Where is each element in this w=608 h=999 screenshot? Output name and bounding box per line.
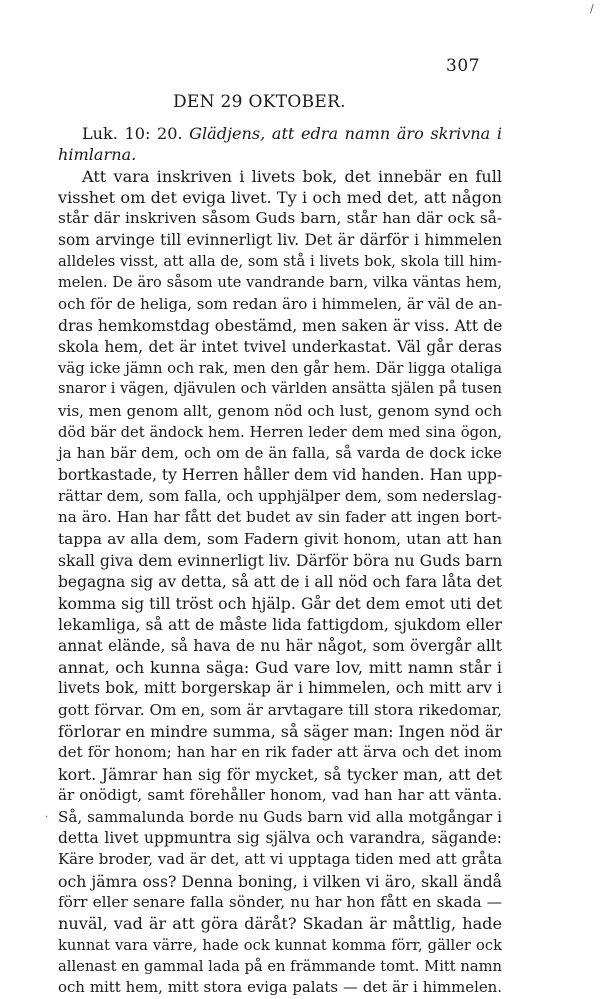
text-line: är onödigt, samt förehåller honom, vad han har att vänta.: [58, 786, 502, 805]
text-line: visshet om det eviga livet. Ty i och med det, att någon: [58, 188, 502, 208]
text-line: och jämra oss? Denna boning, i vilken vi äro, skall ändå: [58, 871, 502, 891]
text-line: na äro. Han har fått det budet av sin fader att ingen bort-: [58, 508, 502, 527]
text-line: tappa av alla dem, som Fadern givit honom, utan att han: [58, 529, 502, 548]
text-line: allenast en gammal lada på en främmande tomt. Mitt namn: [58, 958, 502, 976]
text-line: annat elände, så hava de nu här något, som övergår allt: [58, 636, 502, 655]
text-line: väg icke jämn och rak, men den går hem. Där ligga otaliga: [58, 358, 503, 377]
text-line: annat, och kunna säga: Gud vare lov, mitt namn står i: [58, 657, 502, 677]
text-line: och mitt hem, mitt stora eviga palats — det är i himmelen.: [58, 978, 502, 997]
text-line: Att vara inskriven i livets bok, det innebär en full: [82, 166, 502, 186]
text-line: vis, men genom allt, genom nöd och lust, genom synd och: [58, 401, 502, 420]
text-line: komma sig till tröst och hjälp. Går det dem emot uti det: [58, 593, 502, 613]
text-line: som arvinge till evinnerligt liv. Det är därför i himmelen: [58, 230, 502, 249]
text-line: melen. De äro såsom ute vandrande barn, vilka väntas hem,: [58, 274, 502, 291]
text-line: rättar dem, som falla, och upphjälper dem, som nederslag-: [58, 487, 502, 506]
verse-reference: Luk. 10: 20.: [82, 124, 183, 143]
text-line: skola hem, det är intet tvivel underkastat. Väl går deras: [58, 337, 502, 356]
text-line: förr eller senare falla sönder, nu har hon fått en skada —: [58, 892, 502, 911]
margin-dot: ·: [45, 812, 49, 823]
text-line: står där inskriven såsom Guds barn, står han där ock så-: [58, 209, 502, 228]
text-line: bortkastade, ty Herren håller dem vid handen. Han upp-: [58, 465, 503, 484]
text-line: alldeles visst, att alla de, som stå i livets bok, skola till him-: [58, 253, 502, 271]
text-line: skall giva dem evinnerligt liv. Därför böra nu Guds barn: [58, 551, 503, 571]
page-heading: DEN 29 OKTOBER.: [173, 92, 346, 112]
text-line: gott förvar. Om en, som är arvtagare till stora rikedomar,: [58, 700, 503, 719]
body-text: [58, 123, 502, 999]
text-line: det för honom; han har en rik fader att ärva och det inom: [58, 743, 502, 762]
verse-line: [58, 123, 502, 144]
page-number: 307: [446, 56, 480, 76]
paragraph: [58, 166, 502, 999]
text-line: dras hemkomstdag obestämd, men saken är viss. Att de: [58, 316, 503, 336]
text-line: kunnat vara värre, hade ock kunnat kommа förr, gäller ock: [58, 936, 502, 954]
verse-quote-continued: himlarna.: [58, 145, 137, 165]
verse-quote: Glädjens, att edra namn äro skrivna i: [189, 124, 502, 143]
text-line: detta livet uppmuntra sig själva och varandra, sägande:: [58, 828, 502, 847]
text-line: lekamliga, så att de måste lida fattigdom, sjukdom eller: [58, 615, 502, 635]
text-line: nuväl, vad är att göra däråt? Skadan är måttlig, hade: [58, 914, 502, 934]
text-line: död bär det ändock hem. Herren leder dem med sina ögon,: [58, 424, 502, 442]
text-line: Så, sammalunda borde nu Guds barn vid alla motgångar i: [58, 807, 502, 826]
text-line: och för de heliga, som redan äro i himmelen, är väl de an-: [58, 294, 503, 313]
text-line: kort. Jämrar han sig för mycket, så tycker man, att det: [58, 764, 502, 784]
stray-mark: /: [590, 2, 594, 15]
text-line: snaror i vägen, djävulen och världen ansätta själen på tusen: [58, 381, 502, 398]
text-line: begagna sig av detta, så att de i all nöd och fara låta det: [58, 572, 502, 591]
text-line: livets bok, mitt borgerskap är i himmelen, och mitt arv i: [58, 679, 502, 698]
text-line: Käre broder, vad är det, att vi upptaga tiden med att gråta: [58, 850, 502, 869]
text-line: ja han bär dem, och om de än falla, så varda de dock icke: [58, 444, 502, 463]
text-line: förlorar en mindre summa, så säger man: Ingen nöd är: [58, 722, 502, 742]
